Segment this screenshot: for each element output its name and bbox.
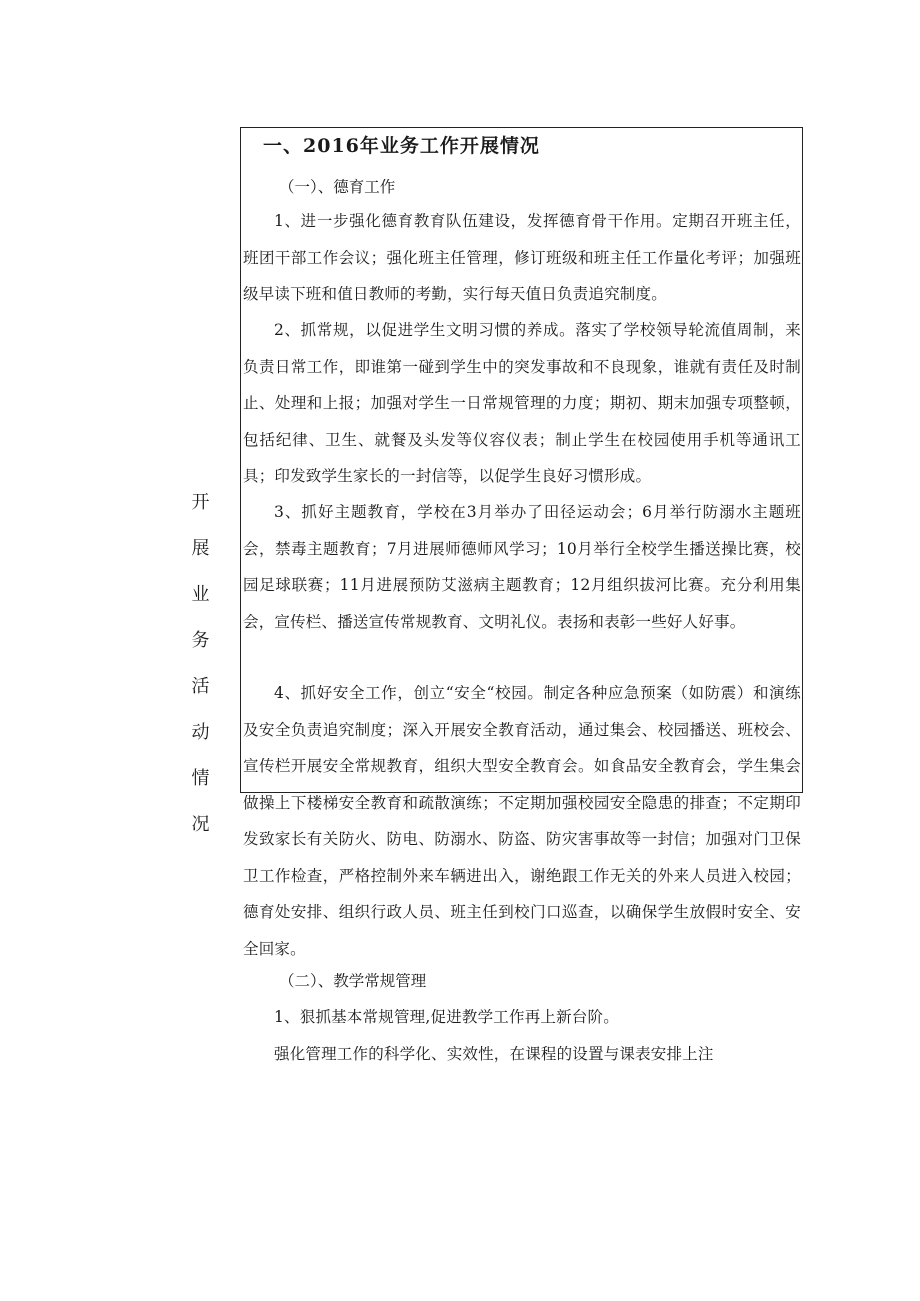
row-label-char: 务 — [191, 630, 210, 651]
row-label-char: 动 — [191, 722, 210, 743]
row-label-char: 活 — [191, 676, 210, 697]
row-label-cell — [160, 128, 241, 835]
subsection-title-moral: （一）、德育工作 — [279, 178, 396, 196]
row-label-char: 情 — [191, 768, 210, 789]
paragraph-moral-3: 3、抓好主题教育，学校在3月举办了田径运动会；6月举行防溺水主题班会，禁毒主题教育；7月进展师德师风学习；10月举行全校学生播送操比赛，校园足球联赛；11月进展预防艾滋病主题教育；12月组织拔河比赛。充分利用集会，宣传栏、播送宣传常规教育、文明礼仪。表扬和表彰一些好人好事。 — [243, 503, 801, 631]
section-heading: 一、2016年业务工作开展情况 — [263, 135, 540, 157]
paragraph-moral-4: 4、抓好安全工作，创立“安全“校园。制定各种应急预案（如防震）和演练及安全负责追究制度；深入开展安全教育活动，通过集会、校园播送、班校会、宣传栏开展安全常规教育，组织大型安全教育会。如食品安全教育会，学生集会做操上下楼梯安全教育和疏散演练；不定期加强校园安全隐患的排查；不定期印发致家长有关防火、防电、防溺水、防盗、防灾害事故等一封信；加强对门卫保卫工作检查，严格控制外来车辆进出入，谢绝跟工作无关的外来人员进入校园；德育处安排、组织行政人员、班主任到校门口巡查，以确保学生放假时安全、安全回家。 — [243, 684, 801, 958]
paragraph-teaching-1: 1、狠抓基本常规管理,促进教学工作再上新台阶。 — [274, 1008, 619, 1026]
paragraph-moral-1: 1、进一步强化德育教育队伍建设，发挥德育骨干作用。定期召开班主任，班团干部工作会议；强化班主任管理，修订班级和班主任工作量化考评；加强班级早读下班和值日教师的考勤，实行每天值日负责追究制度。 — [243, 212, 801, 303]
report-table — [191, 127, 803, 1063]
row-label-char: 展 — [191, 538, 210, 559]
paragraph-moral-2: 2、抓常规，以促进学生文明习惯的养成。落实了学校领导轮流值周制，来负责日常工作，即谁第一碰到学生中的突发事故和不良现象，谁就有责任及时制止、处理和上报；加强对学生一日常规管理的力度；期初、期末加强专项整顿，包括纪律、卫生、就餐及头发等仪容仪表；制止学生在校园使用手机等通讯工具；印发致学生家长的一封信等，以促学生良好习惯形成。 — [243, 321, 801, 485]
row-label-char: 业 — [191, 584, 210, 605]
paragraph-teaching-2: 强化管理工作的科学化、实效性，在课程的设置与课表安排上注 — [274, 1045, 714, 1063]
row-label — [160, 480, 241, 848]
row-label-char: 开 — [191, 492, 210, 513]
row-label-char: 况 — [191, 814, 210, 835]
subsection-title-teaching: （二）、教学常规管理 — [279, 972, 427, 990]
